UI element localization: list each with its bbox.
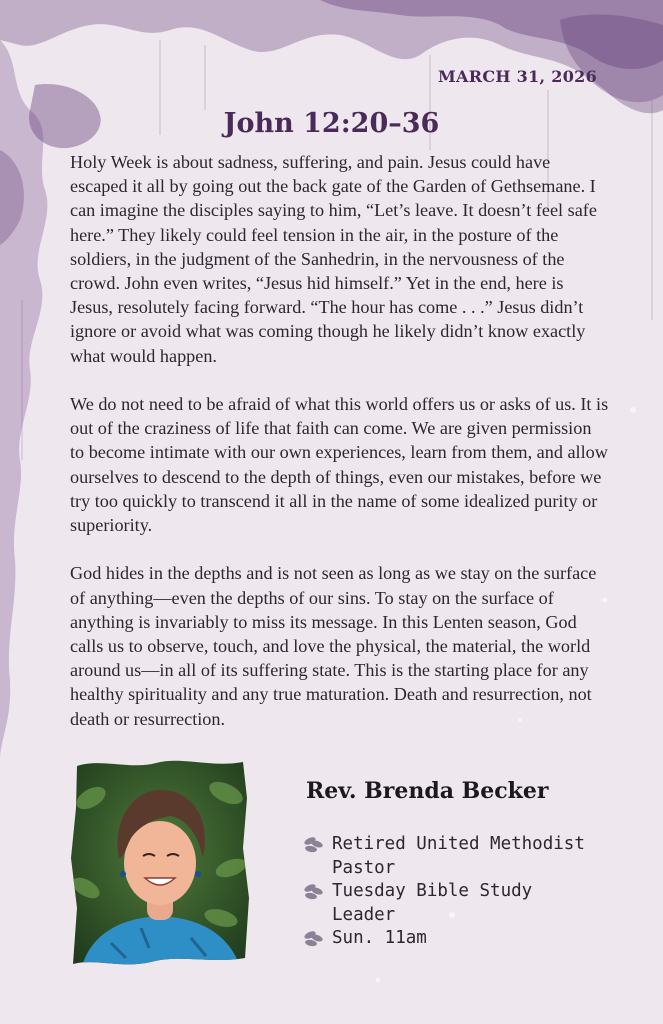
author-portrait [71,758,250,969]
author-name: Rev. Brenda Becker [306,778,549,804]
leaf-sprig-icon [302,882,326,902]
paragraph: Holy Week is about sadness, suffering, and pain. Jesus could have escaped it all by going out the back gate of the Garden of Gethsemane. I can imagine the disciples saying to him, “Let’s leave. It doesn’t feel safe here.” They likely could feel tension in the air, in the posture of the soldiers, in the judgment of the Sanhedrin, in the nervousness of the crowd. John even writes, “Jesus hid himself.” Yet in the end, here is Jesus, resolutely facing forward. “The hour has come . . .” Jesus didn’t ignore or avoid what was coming though he likely didn’t know exactly what would happen. [70,152,597,366]
role-label: Sun. 11am [332,928,427,948]
list-item [302,880,602,927]
list-item [302,927,602,951]
list-item [302,833,602,880]
devotional-date: MARCH 31, 2026 [438,67,597,86]
paragraph: God hides in the depths and is not seen as long as we stay on the surface of anything—even the depths of our sins. To stay on the surface of anything is invariably to miss its message. In this Lenten season, God calls us to observe, touch, and love the physical, the material, the world around us—in all of its suffering state. This is the starting place for any healthy spirituality and any true maturation. Death and resurrection, not death or resurrection. [70,563,597,729]
paragraph: We do not need to be afraid of what this world offers us or asks of us. It is out of the craziness of life that faith can come. We are given permission to become intimate with our own experiences, learn from them, and allow ourselves to descend to the depth of things, even our mistakes, before we try too quickly to transcend it all in the name of some idealized purity or superiority. [70,394,609,536]
leaf-sprig-icon [302,835,326,855]
role-label: Tuesday Bible Study Leader [332,881,533,925]
role-label: Retired United Methodist Pastor [332,834,585,878]
devotional-body [70,150,610,755]
author-roles [302,833,602,951]
scripture-reference: John 12:20–36 [223,108,440,139]
leaf-sprig-icon [302,929,326,949]
